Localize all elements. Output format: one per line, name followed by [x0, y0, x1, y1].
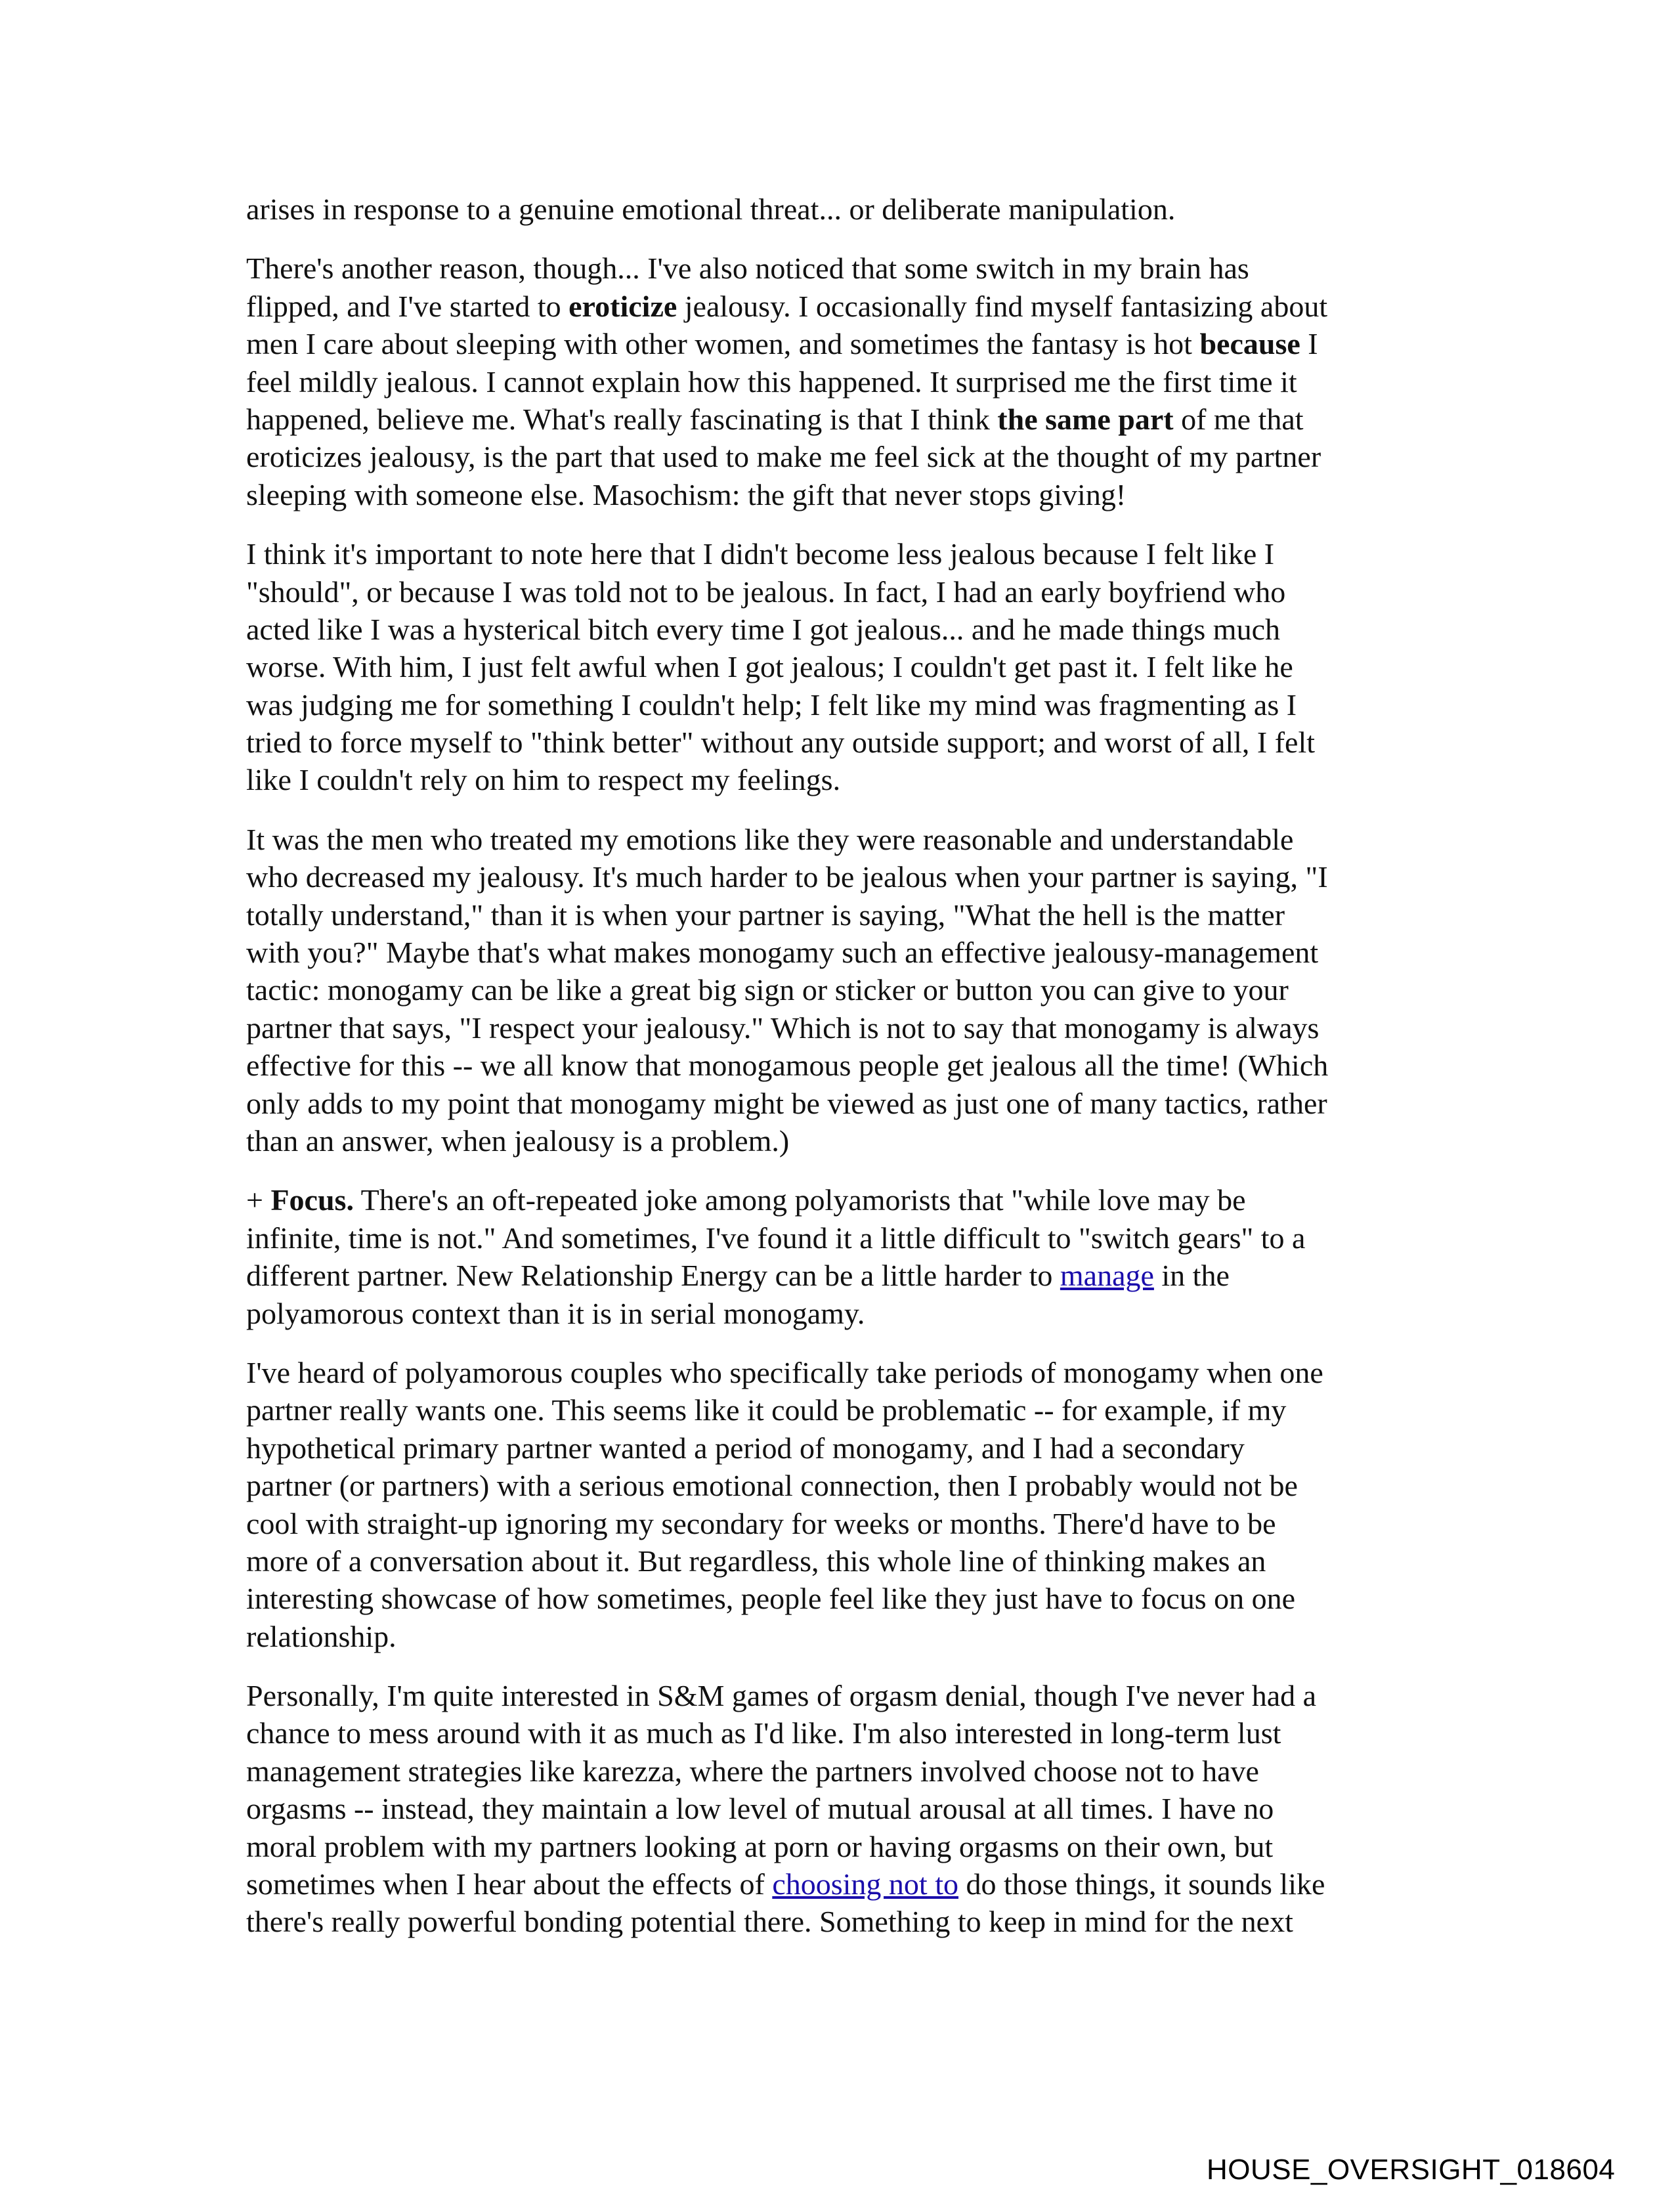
text-line: [246, 1580, 1428, 1617]
text-line: [246, 325, 1428, 362]
text-segment: only adds to my point that monogamy might be viewed as just one of many tactics, rather: [246, 1086, 1327, 1120]
text-segment: like I couldn't rely on him to respect my feelings.: [246, 763, 841, 797]
text-segment: infinite, time is not." And sometimes, I've found it a little difficult to "switch gears" to a: [246, 1221, 1306, 1255]
text-line: [246, 686, 1428, 724]
paragraph: [246, 249, 1428, 513]
bold-text: Focus.: [270, 1183, 354, 1217]
text-line: [246, 1790, 1428, 1827]
text-line: [246, 761, 1428, 798]
text-line: [246, 821, 1428, 858]
hyperlink[interactable]: choosing not to: [772, 1867, 958, 1901]
text-line: [246, 438, 1428, 475]
text-line: [246, 1828, 1428, 1865]
text-segment: worse. With him, I just felt awful when I got jealous; I couldn't get past it. I felt like he: [246, 650, 1293, 684]
text-segment: happened, believe me. What's really fascinating is that I think: [246, 402, 998, 436]
text-segment: there's really powerful bonding potential there. Something to keep in mind for the next: [246, 1905, 1293, 1939]
text-line: [246, 535, 1428, 573]
text-segment: sometimes when I hear about the effects of: [246, 1867, 773, 1901]
text-segment: I: [1300, 327, 1318, 361]
text-line: [246, 288, 1428, 325]
text-line: [246, 1354, 1428, 1391]
text-segment: cool with straight-up ignoring my secondary for weeks or months. There'd have to be: [246, 1506, 1276, 1540]
text-segment: Personally, I'm quite interested in S&M games of orgasm denial, though I've never had a: [246, 1679, 1317, 1713]
text-line: [246, 1219, 1428, 1257]
text-segment: partner (or partners) with a serious emotional connection, then I probably would not be: [246, 1469, 1298, 1503]
text-segment: There's an oft-repeated joke among polyamorists that "while love may be: [353, 1183, 1246, 1217]
text-segment: who decreased my jealousy. It's much harder to be jealous when your partner is saying, "I: [246, 860, 1328, 894]
text-segment: different partner. New Relationship Energy can be a little harder to: [246, 1259, 1060, 1293]
text-line: [246, 573, 1428, 611]
text-line: [246, 1391, 1428, 1429]
bates-stamp: HOUSE_OVERSIGHT_018604: [1207, 2154, 1616, 2186]
text-segment: feel mildly jealous. I cannot explain how this happened. It surprised me the first time it: [246, 364, 1297, 399]
text-segment: than an answer, when jealousy is a problem.): [246, 1123, 790, 1158]
text-line: [246, 1047, 1428, 1084]
text-line: [246, 1122, 1428, 1160]
text-line: [246, 1181, 1428, 1219]
text-segment: hypothetical primary partner wanted a period of monogamy, and I had a secondary: [246, 1431, 1245, 1465]
text-segment: sleeping with someone else. Masochism: the gift that never stops giving!: [246, 477, 1127, 511]
text-line: [246, 1295, 1428, 1332]
text-line: [246, 934, 1428, 971]
text-segment: +: [246, 1183, 271, 1217]
bold-text: because: [1199, 327, 1300, 361]
text-line: [246, 648, 1428, 685]
text-segment: flipped, and I've started to: [246, 289, 569, 323]
text-segment: moral problem with my partners looking at porn or having orgasms on their own, but: [246, 1829, 1274, 1863]
text-segment: polyamorous context than it is in serial monogamy.: [246, 1296, 865, 1330]
text-line: [246, 190, 1428, 228]
text-segment: eroticizes jealousy, is the part that used to make me feel sick at the thought of my partner: [246, 440, 1321, 474]
text-segment: chance to mess around with it as much as I'd like. I'm also interested in long-term lust: [246, 1716, 1281, 1750]
text-segment: more of a conversation about it. But regardless, this whole line of thinking makes an: [246, 1544, 1266, 1578]
text-segment: jealousy. I occasionally find myself fantasizing about: [677, 289, 1328, 323]
text-line: [246, 1009, 1428, 1047]
text-segment: "should", or because I was told not to be jealous. In fact, I had an early boyfriend who: [246, 575, 1286, 609]
paragraph: [246, 821, 1428, 1160]
text-line: [246, 1618, 1428, 1655]
text-line: [246, 971, 1428, 1008]
text-line: [246, 476, 1428, 513]
text-line: [246, 858, 1428, 896]
text-segment: interesting showcase of how sometimes, people feel like they just have to focus on one: [246, 1582, 1296, 1616]
paragraph: [246, 1677, 1428, 1941]
document-body: [246, 190, 1428, 1963]
text-segment: tried to force myself to "think better" without any outside support; and worst of all, I felt: [246, 726, 1316, 760]
text-segment: management strategies like karezza, where the partners involved choose not to have: [246, 1754, 1259, 1788]
bold-text: the same part: [997, 402, 1174, 436]
text-line: [246, 1752, 1428, 1790]
text-segment: arises in response to a genuine emotional threat... or deliberate manipulation.: [246, 192, 1176, 226]
text-segment: effective for this -- we all know that monogamous people get jealous all the time! (Which: [246, 1049, 1329, 1083]
bold-text: eroticize: [569, 289, 677, 323]
text-segment: It was the men who treated my emotions like they were reasonable and understandable: [246, 822, 1294, 856]
text-segment: partner really wants one. This seems like it could be problematic -- for example, if my: [246, 1393, 1287, 1427]
text-segment: men I care about sleeping with other women, and sometimes the fantasy is hot: [246, 327, 1200, 361]
text-line: [246, 611, 1428, 648]
text-segment: of me that: [1173, 402, 1304, 436]
text-line: [246, 1714, 1428, 1752]
text-segment: relationship.: [246, 1619, 397, 1653]
text-line: [246, 1505, 1428, 1542]
text-line: [246, 363, 1428, 401]
paragraph: [246, 1181, 1428, 1332]
text-segment: in the: [1153, 1259, 1230, 1293]
text-line: [246, 1865, 1428, 1903]
text-segment: with you?" Maybe that's what makes monogamy such an effective jealousy-management: [246, 936, 1319, 970]
text-segment: orgasms -- instead, they maintain a low level of mutual arousal at all times. I have no: [246, 1792, 1274, 1826]
text-line: [246, 1467, 1428, 1504]
text-line: [246, 401, 1428, 438]
text-segment: acted like I was a hysterical bitch every time I got jealous... and he made things much: [246, 612, 1280, 646]
paragraph: [246, 190, 1428, 228]
hyperlink[interactable]: manage: [1060, 1259, 1154, 1293]
text-segment: do those things, it sounds like: [958, 1867, 1325, 1901]
text-segment: There's another reason, though... I've also noticed that some switch in my brain has: [246, 251, 1249, 286]
text-line: [246, 249, 1428, 287]
text-segment: was judging me for something I couldn't help; I felt like my mind was fragmenting as I: [246, 687, 1297, 722]
text-line: [246, 1903, 1428, 1940]
text-line: [246, 896, 1428, 934]
paragraph: [246, 535, 1428, 799]
text-line: [246, 1542, 1428, 1580]
text-line: [246, 1429, 1428, 1467]
text-line: [246, 724, 1428, 761]
text-line: [246, 1257, 1428, 1294]
text-line: [246, 1677, 1428, 1714]
text-segment: I think it's important to note here that I didn't become less jealous because I felt like I: [246, 537, 1275, 571]
text-segment: partner that says, "I respect your jealousy." Which is not to say that monogamy is always: [246, 1010, 1320, 1045]
text-line: [246, 1085, 1428, 1122]
text-segment: I've heard of polyamorous couples who specifically take periods of monogamy when one: [246, 1355, 1323, 1389]
paragraph: [246, 1354, 1428, 1655]
text-segment: totally understand," than it is when your partner is saying, "What the hell is the matter: [246, 898, 1285, 932]
text-segment: tactic: monogamy can be like a great big sign or sticker or button you can give to your: [246, 973, 1289, 1007]
